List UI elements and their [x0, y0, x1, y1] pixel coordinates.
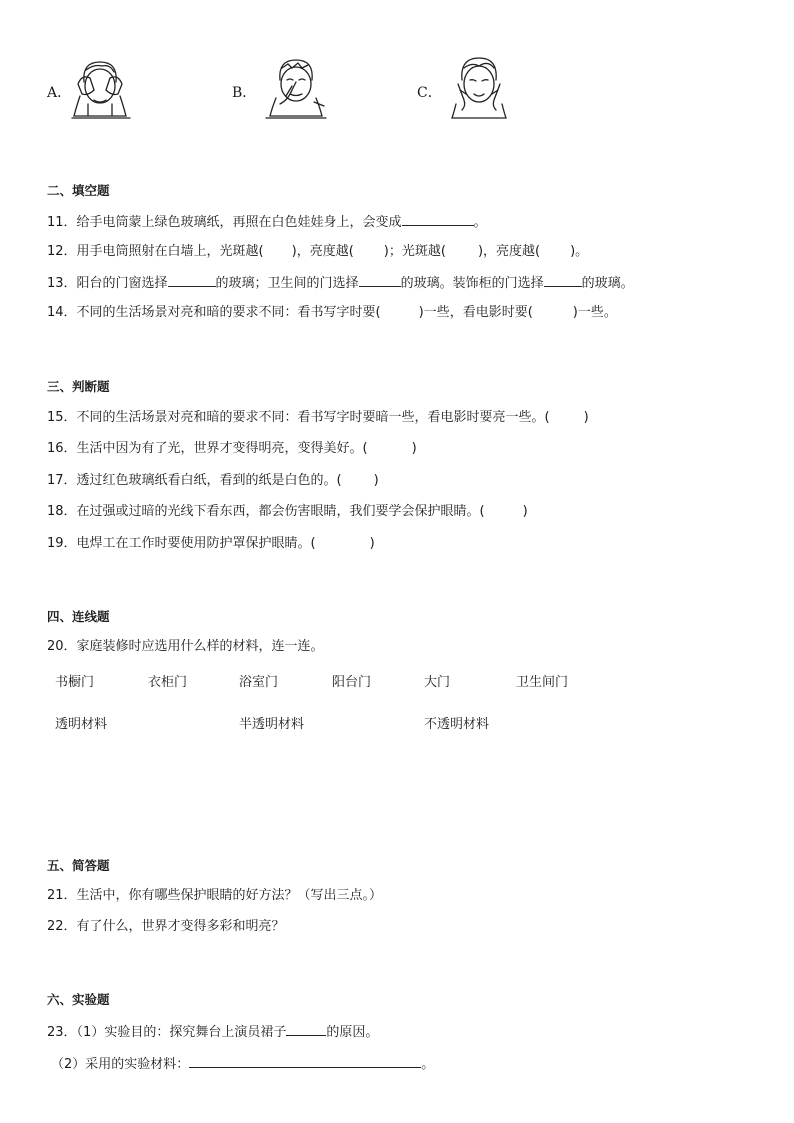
- section-fill-title: 二、填空题: [47, 183, 110, 198]
- q13-part3: 的玻璃。装饰柜的门选择: [400, 276, 544, 291]
- q13-blank-3[interactable]: [544, 273, 582, 287]
- door-item[interactable]: 衣柜门: [148, 675, 188, 690]
- q13-part1: 13．阳台的门窗选择: [47, 276, 168, 291]
- section-exp-title: 六、实验题: [47, 992, 110, 1007]
- material-item[interactable]: 透明材料: [55, 717, 108, 732]
- question-16: [47, 440, 417, 458]
- door-item[interactable]: 大门: [424, 675, 451, 690]
- q12-part3: )；光斑越(: [383, 244, 446, 259]
- question-11: [47, 212, 487, 232]
- section-judge-title: 三、判断题: [47, 379, 110, 394]
- q14-part3: )一些。: [572, 305, 617, 320]
- q18-text: 18．在过强或过暗的光线下看东西，都会伤害眼睛，我们要学会保护眼睛。(: [47, 504, 485, 519]
- q23-1-text: 23．（1）实验目的：探究舞台上演员裙子: [47, 1025, 287, 1040]
- question-21: 21．生活中，你有哪些保护眼睛的好方法？（写出三点。）: [47, 888, 383, 903]
- q23-2-text: （2）采用的实验材料：: [51, 1057, 190, 1072]
- q12-part1: 12．用手电筒照射在白墙上，光斑越(: [47, 244, 264, 259]
- q13-part4: 的玻璃。: [581, 276, 634, 291]
- question-23-1: [47, 1022, 378, 1042]
- face-eyes-covered-icon: [68, 56, 132, 122]
- option-b-label: B．: [232, 85, 257, 101]
- question-12: [47, 243, 588, 261]
- q23-1-blank[interactable]: [286, 1022, 326, 1036]
- door-item[interactable]: 卫生间门: [516, 675, 569, 690]
- q12-part2: )，亮度越(: [291, 244, 354, 259]
- q13-blank-2[interactable]: [359, 273, 401, 287]
- q16-text: 16．生活中因为有了光，世界才变得明亮，变得美好。(: [47, 441, 368, 456]
- q23-1-end: 的原因。: [326, 1025, 379, 1040]
- q19-end: ): [369, 536, 375, 551]
- q23-2-blank[interactable]: [189, 1054, 421, 1068]
- q14-part1: 14．不同的生活场景对亮和暗的要求不同：看书写字时要(: [47, 305, 381, 320]
- q13-blank-1[interactable]: [168, 273, 216, 287]
- q17-end: ): [373, 473, 379, 488]
- question-20: 20．家庭装修时应选用什么样的材料，连一连。: [47, 639, 324, 654]
- door-item[interactable]: 阳台门: [332, 675, 372, 690]
- q16-end: ): [411, 441, 417, 456]
- material-item[interactable]: 不透明材料: [424, 717, 490, 732]
- q13-part2: 的玻璃；卫生间的门选择: [215, 276, 359, 291]
- face-hands-under-eyes-icon: [448, 54, 510, 122]
- q11-end: 。: [473, 215, 487, 230]
- question-14: [47, 304, 617, 322]
- q12-part4: )，亮度越(: [477, 244, 541, 259]
- q15-text: 15．不同的生活场景对亮和暗的要求不同：看书写字时要暗一些，看电影时要亮一些。(: [47, 410, 550, 425]
- q15-end: ): [583, 410, 589, 425]
- q14-part2: )一些，看电影时要(: [418, 305, 533, 320]
- question-22: 22．有了什么，世界才变得多彩和明亮？: [47, 919, 285, 934]
- q17-text: 17．透过红色玻璃纸看白纸，看到的纸是白色的。(: [47, 473, 342, 488]
- question-23-2: [51, 1054, 434, 1074]
- q18-end: ): [522, 504, 528, 519]
- door-item[interactable]: 浴室门: [239, 675, 279, 690]
- option-a-label: A．: [47, 85, 72, 101]
- q23-2-end: 。: [421, 1057, 435, 1072]
- face-pinching-nose-bridge-icon: [262, 56, 330, 122]
- question-15: [47, 409, 589, 427]
- material-item[interactable]: 半透明材料: [239, 717, 305, 732]
- option-c-label: C．: [417, 85, 442, 101]
- section-match-title: 四、连线题: [47, 609, 110, 624]
- section-short-title: 五、简答题: [47, 858, 110, 873]
- door-item[interactable]: 书橱门: [55, 675, 95, 690]
- q12-part5: )。: [570, 244, 589, 259]
- question-17: [47, 472, 379, 490]
- q11-blank[interactable]: [402, 212, 474, 226]
- question-19: [47, 535, 375, 553]
- question-13: [47, 273, 634, 293]
- question-18: [47, 503, 528, 521]
- q19-text: 19．电焊工在工作时要使用防护罩保护眼睛。(: [47, 536, 316, 551]
- q11-text: 11．给手电筒蒙上绿色玻璃纸，再照在白色娃娃身上，会变成: [47, 215, 402, 230]
